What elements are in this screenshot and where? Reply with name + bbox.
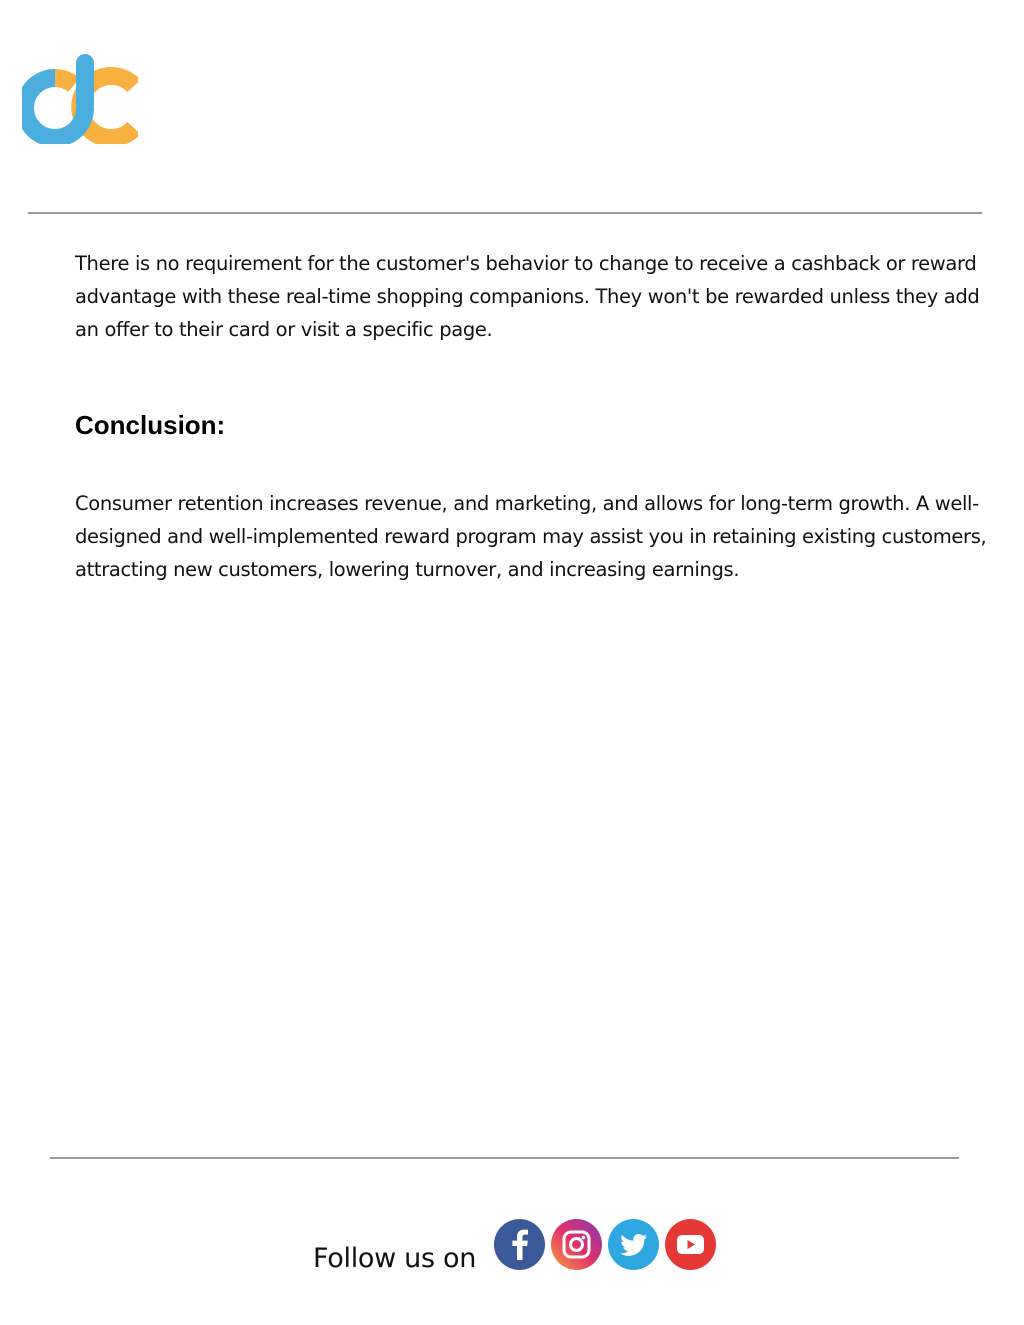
instagram-icon[interactable] [551,1219,602,1270]
facebook-icon[interactable] [494,1219,545,1270]
dc-logo [22,48,138,144]
youtube-icon[interactable] [665,1219,716,1270]
social-links [494,1219,716,1270]
header-divider [28,212,982,214]
footer-divider [50,1157,959,1159]
intro-paragraph: There is no requirement for the customer's behavior to change to receive a cashback or reward advantage with these real-time shopping companions. They won't be rewarded unless they add an offer to their card or visit a specific page. [75,252,980,341]
follow-us-label: Follow us on [313,1242,477,1274]
footer [313,1216,716,1272]
conclusion-heading: Conclusion: [75,410,226,440]
twitter-icon[interactable] [608,1219,659,1270]
conclusion-paragraph: Consumer retention increases revenue, and marketing, and allows for long-term growth. A well-designed and well-implemented reward program may assist you in retaining existing customers, attracting new customers, lowering turnover, and increasing earnings. [75,492,987,581]
